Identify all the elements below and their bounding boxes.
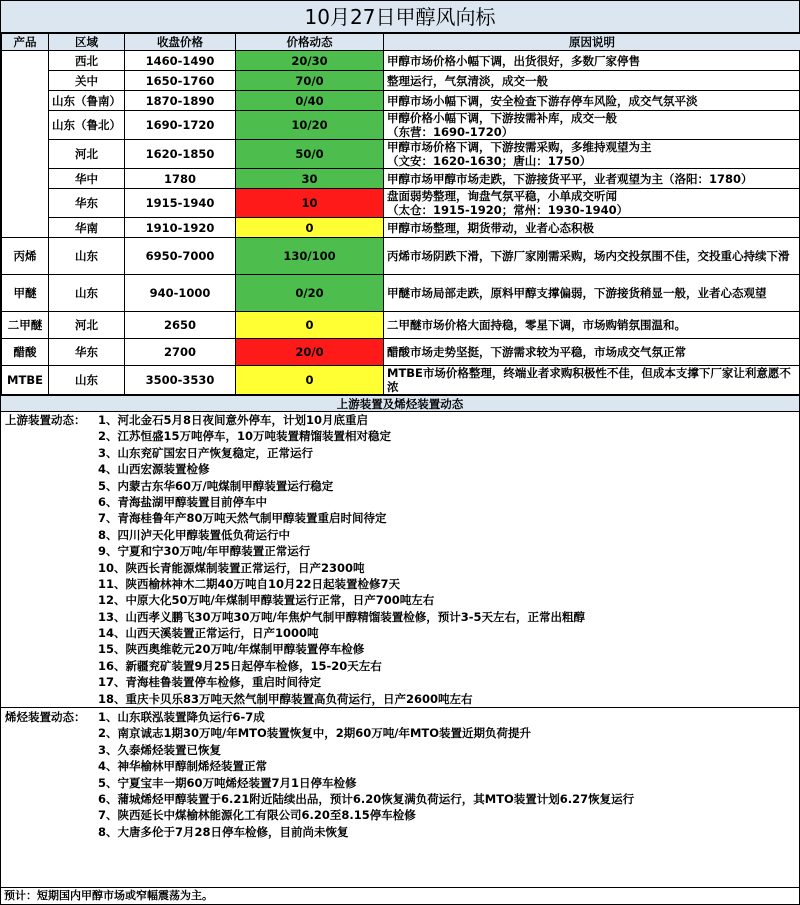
change-cell: 0 <box>236 312 384 339</box>
price-cell: 1690-1720 <box>125 111 236 140</box>
forecast-text: 预计：短期国内甲醇市场或窄幅震荡为主。 <box>1 887 799 904</box>
region-cell: 河北 <box>49 140 125 169</box>
list-item-text: 1、山东联泓装置降负运行6-7成 <box>98 710 265 725</box>
region-cell: 华南 <box>49 218 125 238</box>
change-cell: 70/0 <box>236 71 384 91</box>
change-cell: 20/0 <box>236 339 384 366</box>
price-cell: 2700 <box>125 339 236 366</box>
list-item <box>1 791 799 807</box>
table-row <box>2 140 800 169</box>
list-item-text: 7、青海桂鲁年产80万吨天然气制甲醇装置重启时间待定 <box>98 511 387 526</box>
reason-line: 甲醇市场价格下调，下游按需采购，多维持观望为主 <box>387 140 652 154</box>
region-cell: 山东 <box>49 366 125 395</box>
header-product: 产品 <box>2 34 49 51</box>
list-item-text: 6、青海盐湖甲醇装置目前停车中 <box>98 494 267 509</box>
table-row <box>2 218 800 238</box>
list-item-text: 4、神华榆林甲醇制烯烃装置正常 <box>98 759 267 774</box>
list-item <box>1 428 799 444</box>
change-cell: 20/30 <box>236 51 384 71</box>
upstream-label: 上游装置动态： <box>5 413 86 427</box>
table-row <box>2 91 800 111</box>
reason-cell: 丙烯市场阴跌下滑，下游厂家刚需采购，场内交投氛围不佳，交投重心持续下滑 <box>384 238 800 275</box>
reason-cell <box>384 51 800 71</box>
reason-line: （东营：1690-1720） <box>387 125 514 139</box>
list-item-text: 8、四川泸天化甲醇装置低负荷运行中 <box>98 527 290 542</box>
price-cell: 1650-1760 <box>125 71 236 91</box>
list-item <box>1 758 799 774</box>
list-item-text: 5、内蒙古东华60万/吨煤制甲醇装置运行稳定 <box>98 478 334 493</box>
table-row <box>2 366 800 395</box>
price-cell: 1915-1940 <box>125 189 236 218</box>
header-reason: 原因说明 <box>384 34 800 51</box>
price-cell: 1870-1890 <box>125 91 236 111</box>
list-item <box>1 478 799 494</box>
reason-line: 甲醇市场价格小幅下调，出货很好，多数厂家停售 <box>387 53 640 68</box>
list-item <box>1 592 799 608</box>
reason-cell <box>384 111 800 140</box>
region-cell: 华中 <box>49 169 125 189</box>
list-item-text: 13、山西孝义鹏飞30万吨30万吨/年焦炉气制甲醇精馏装置检修，预计3-5天左右，正常出粗醇 <box>98 609 585 624</box>
section-title: 上游装置及烯烃装置动态 <box>1 395 799 412</box>
region-cell: 河北 <box>49 312 125 339</box>
price-cell: 1910-1920 <box>125 218 236 238</box>
list-item <box>1 527 799 543</box>
product-cell: 丙烯 <box>2 238 49 275</box>
header-price: 收盘价格 <box>125 34 236 51</box>
table-row <box>2 71 800 91</box>
list-item <box>1 691 799 707</box>
list-item-text: 14、山西天溪装置正常运行，日产1000吨 <box>98 626 319 641</box>
change-cell: 0/20 <box>236 275 384 312</box>
reason-line: 甲醇市场甲醇市场走跌，下游接货平平，业者观望为主（洛阳：1780） <box>387 171 753 186</box>
list-item-text: 3、久泰烯烃装置已恢复 <box>98 742 222 757</box>
upstream-list <box>1 412 799 707</box>
list-item <box>1 824 799 840</box>
price-cell: 1460-1490 <box>125 51 236 71</box>
reason-cell <box>384 91 800 111</box>
product-cell-methanol <box>2 51 49 238</box>
product-cell: MTBE <box>2 366 49 395</box>
list-item-text: 1、河北金石5月8日夜间意外停车，计划10月底重启 <box>98 413 369 427</box>
list-item <box>1 543 799 559</box>
list-item-text: 9、宁夏和宁30万吨/年甲醇装置正常运行 <box>98 544 311 559</box>
list-item <box>1 576 799 592</box>
reason-cell <box>384 169 800 189</box>
list-item-text: 12、中原大化50万吨/年煤制甲醇装置运行正常，日产700吨左右 <box>98 593 435 608</box>
region-cell: 山东 <box>49 238 125 275</box>
reason-cell: 甲醚市场局部走跌，原料甲醇支撑偏弱，下游接货稍显一般，业者心态观望 <box>384 275 800 312</box>
price-cell: 1780 <box>125 169 236 189</box>
olefin-label: 烯烃装置动态： <box>5 710 86 725</box>
region-cell: 华东 <box>49 189 125 218</box>
price-cell: 2650 <box>125 312 236 339</box>
change-cell: 0/40 <box>236 91 384 111</box>
product-cell: 甲醚 <box>2 275 49 312</box>
list-item <box>1 560 799 576</box>
list-item <box>1 510 799 526</box>
table-row <box>2 238 800 275</box>
list-item-text: 3、山东兖矿国宏日产恢复稳定，正常运行 <box>98 445 313 460</box>
region-cell: 关中 <box>49 71 125 91</box>
list-item-text: 15、陕西奥维乾元20万吨/年煤制甲醇装置停车检修 <box>98 642 365 657</box>
list-item <box>1 709 799 725</box>
list-item <box>1 625 799 641</box>
change-cell: 0 <box>236 366 384 395</box>
reason-cell: MTBE市场价格整理，终端业者求购积极性不佳，但成本支撑下厂家让利意愿不浓 <box>384 366 800 395</box>
price-cell: 1620-1850 <box>125 140 236 169</box>
list-item-text: 18、重庆卡贝乐83万吨天然气制甲醇装置高负荷运行，日产2600吨左右 <box>98 691 473 706</box>
change-cell: 10 <box>236 189 384 218</box>
reason-cell <box>384 71 800 91</box>
list-item-text: 2、江苏恒盛15万吨停车，10万吨装置精馏装置相对稳定 <box>98 429 392 444</box>
region-cell: 山东 <box>49 275 125 312</box>
table-row <box>2 169 800 189</box>
reason-line: （太仓：1915-1920；常州：1930-1940） <box>387 203 629 217</box>
change-cell: 10/20 <box>236 111 384 140</box>
region-cell: 西北 <box>49 51 125 71</box>
list-item-text: 11、陕西榆林神木二期40万吨自10月22日起装置检修7天 <box>98 576 401 591</box>
list-item <box>1 775 799 791</box>
change-cell: 130/100 <box>236 238 384 275</box>
header-change: 价格动态 <box>236 34 384 51</box>
list-item <box>1 725 799 741</box>
header-region: 区域 <box>49 34 125 51</box>
list-item <box>1 641 799 657</box>
list-item <box>1 658 799 674</box>
list-item-text: 2、南京诚志1期30万吨/年MTO装置恢复中，2期60万吨/年MTO装置近期负荷提升 <box>98 726 532 741</box>
list-item-text: 16、新疆兖矿装置9月25日起停车检修，15-20天左右 <box>98 658 382 673</box>
list-item-text: 6、蒲城烯烃甲醇装置于6.21附近陆续出品，预计6.20恢复满负荷运行，其MTO装置计划6.27恢复运行 <box>98 791 635 806</box>
table-row <box>2 275 800 312</box>
change-cell: 30 <box>236 169 384 189</box>
list-item <box>1 412 799 428</box>
list-item-text: 8、大唐多伦于7月28日停车检修，目前尚未恢复 <box>98 824 349 839</box>
reason-cell <box>384 218 800 238</box>
reason-line: 整理运行，气氛清淡，成交一般 <box>387 73 548 88</box>
reason-line: 盘面弱势整理，询盘气氛平稳，小单成交听闻 <box>387 189 617 203</box>
reason-line: 甲醇价格小幅下调，下游按需补库，成交一般 <box>387 111 617 125</box>
change-cell: 50/0 <box>236 140 384 169</box>
region-cell: 华东 <box>49 339 125 366</box>
list-item-text: 10、陕西长青能源煤制装置正常运行，日产2300吨 <box>98 560 365 575</box>
list-item <box>1 609 799 625</box>
price-table <box>1 33 800 395</box>
change-cell: 0 <box>236 218 384 238</box>
list-item-text: 4、山西宏源装置检修 <box>98 462 210 477</box>
product-cell: 醋酸 <box>2 339 49 366</box>
reason-cell <box>384 140 800 169</box>
list-item <box>1 461 799 477</box>
reason-cell <box>384 189 800 218</box>
table-row <box>2 51 800 71</box>
list-item <box>1 807 799 823</box>
reason-line: 甲醇市场整理，期货带动，业者心态积极 <box>387 220 594 235</box>
reason-line: 甲醇市场小幅下调，安全检查下游存停车风险，成交气氛平淡 <box>387 93 698 108</box>
list-item <box>1 445 799 461</box>
product-cell: 二甲醚 <box>2 312 49 339</box>
list-item-text: 5、宁夏宝丰一期60万吨烯烃装置7月1日停车检修 <box>98 775 357 790</box>
table-header-row <box>2 34 800 51</box>
list-item <box>1 494 799 510</box>
price-cell: 940-1000 <box>125 275 236 312</box>
table-row <box>2 312 800 339</box>
list-item-text: 17、青海桂鲁装置停车检修，重启时间待定 <box>98 675 322 690</box>
price-cell: 3500-3530 <box>125 366 236 395</box>
table-row <box>2 111 800 140</box>
reason-line: （文安：1620-1630；唐山：1750） <box>387 154 592 168</box>
list-item <box>1 674 799 690</box>
reason-cell: 醋酸市场走势坚挺，下游需求较为平稳，市场成交气氛正常 <box>384 339 800 366</box>
price-cell: 6950-7000 <box>125 238 236 275</box>
list-item <box>1 742 799 758</box>
table-row <box>2 189 800 218</box>
table-row <box>2 339 800 366</box>
olefin-list <box>1 707 799 840</box>
region-cell: 山东（鲁南） <box>49 91 125 111</box>
page-title: 10月27日甲醇风向标 <box>1 1 799 33</box>
reason-cell: 二甲醚市场价格大面持稳，零星下调，市场购销氛围温和。 <box>384 312 800 339</box>
list-item-text: 7、陕西延长中煤榆林能源化工有限公司6.20至8.15停车检修 <box>98 808 416 823</box>
region-cell: 山东（鲁北） <box>49 111 125 140</box>
